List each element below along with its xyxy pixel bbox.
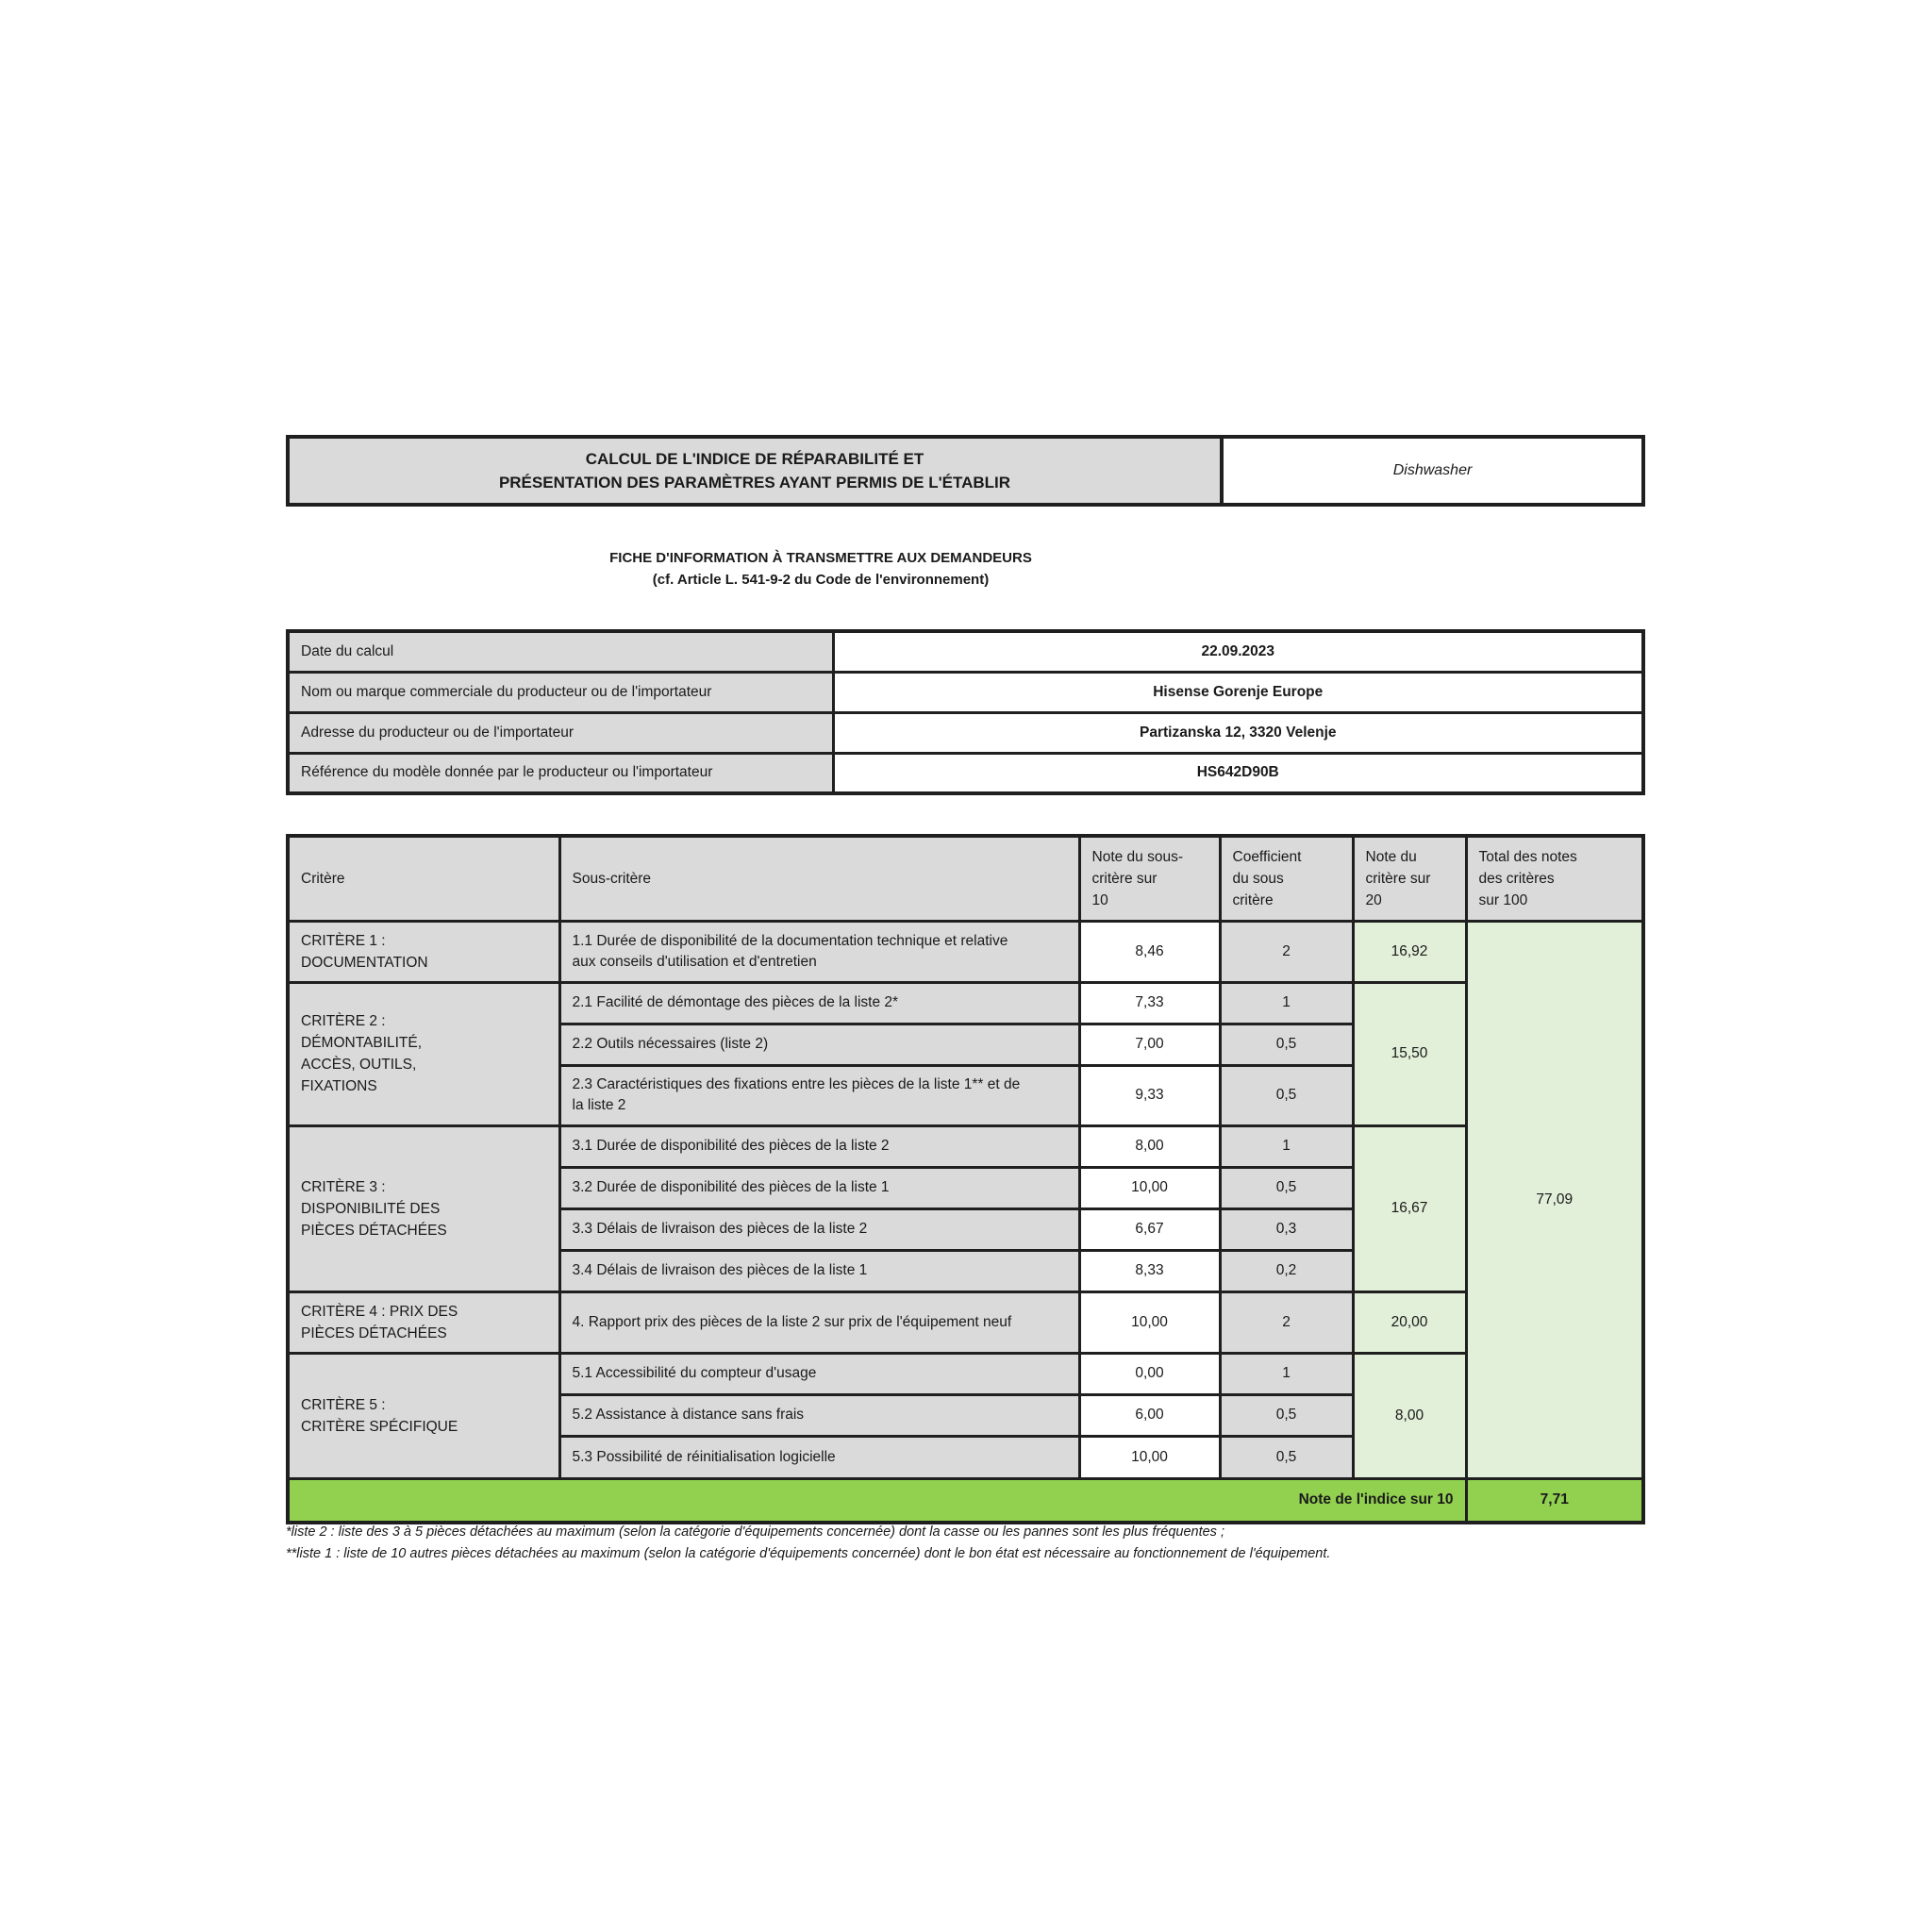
sub-criterion-coefficient: 0,5 (1220, 1065, 1353, 1125)
final-score-label: Note de l'indice sur 10 (288, 1478, 1466, 1523)
header-coefficient (1220, 836, 1353, 921)
header-text: sur 100 (1478, 891, 1528, 908)
criterion-1 (288, 921, 559, 982)
final-score-value: 7,71 (1466, 1478, 1643, 1523)
header-text: Note du sous- (1091, 848, 1183, 865)
sub-criterion-label: 5.1 Accessibilité du compteur d'usage (559, 1353, 1079, 1394)
sub-criterion-score: 6,00 (1079, 1394, 1220, 1436)
sub-criterion-score: 10,00 (1079, 1436, 1220, 1478)
header-sous-critere: Sous-critère (559, 836, 1079, 921)
sub-criterion-score: 0,00 (1079, 1353, 1220, 1394)
sub-criterion-label (559, 921, 1079, 982)
sub-criterion-coefficient: 0,5 (1220, 1394, 1353, 1436)
criterion-text: CRITÈRE 4 : PRIX DES (301, 1303, 458, 1320)
table-row (288, 1353, 1643, 1394)
sub-criterion-score: 8,33 (1079, 1250, 1220, 1291)
sub-criterion-coefficient: 0,3 (1220, 1208, 1353, 1250)
header-note-sous-critere (1079, 836, 1220, 921)
sub-criterion-label: 4. Rapport prix des pièces de la liste 2 sur prix de l'équipement neuf (559, 1291, 1079, 1353)
table-row (288, 921, 1643, 982)
criterion-text: CRITÈRE 1 : (301, 932, 386, 949)
document-subtitle (528, 547, 1113, 591)
criterion-text: PIÈCES DÉTACHÉES (301, 1324, 447, 1341)
criterion-text: PIÈCES DÉTACHÉES (301, 1222, 447, 1239)
criterion-text: CRITÈRE 3 : (301, 1178, 386, 1195)
final-score-row (288, 1478, 1643, 1523)
sub-criterion-coefficient: 1 (1220, 1353, 1353, 1394)
header-text: du sous (1232, 870, 1284, 887)
info-row (288, 753, 1643, 793)
sub-criterion-label (559, 1065, 1079, 1125)
criterion-5 (288, 1353, 559, 1478)
table-row (288, 982, 1643, 1024)
criterion-text: CRITÈRE 5 : (301, 1396, 386, 1413)
info-label: Référence du modèle donnée par le producteur ou l'importateur (288, 753, 833, 793)
header-text: Coefficient (1232, 848, 1302, 865)
header-text: 20 (1365, 891, 1382, 908)
sub-criterion-score: 8,46 (1079, 921, 1220, 982)
criterion-text: DÉMONTABILITÉ, (301, 1035, 423, 1051)
sub-criterion-score: 10,00 (1079, 1167, 1220, 1208)
criterion-text: CRITÈRE SPÉCIFIQUE (301, 1418, 458, 1435)
criterion-text: CRITÈRE 2 : (301, 1013, 386, 1029)
sub-criterion-label: 3.1 Durée de disponibilité des pièces de la liste 2 (559, 1125, 1079, 1167)
sub-criterion-label: 3.3 Délais de livraison des pièces de la liste 2 (559, 1208, 1079, 1250)
sub-criterion-text: 1.1 Durée de disponibilité de la documentation technique et relative (572, 932, 1008, 949)
sub-criterion-text: la liste 2 (572, 1097, 626, 1113)
info-label: Date du calcul (288, 631, 833, 672)
sub-criterion-text: aux conseils d'utilisation et d'entretien (572, 953, 817, 970)
info-row (288, 672, 1643, 712)
total-score: 77,09 (1466, 921, 1643, 1478)
info-value: Hisense Gorenje Europe (833, 672, 1643, 712)
subtitle-line1: FICHE D'INFORMATION À TRANSMETTRE AUX DEMANDEURS (609, 550, 1032, 566)
criterion-score: 20,00 (1353, 1291, 1466, 1353)
title-block (286, 435, 1645, 507)
info-value: Partizanska 12, 3320 Velenje (833, 712, 1643, 753)
header-total (1466, 836, 1643, 921)
sub-criterion-text: 2.3 Caractéristiques des fixations entre les pièces de la liste 1** et de (572, 1076, 1021, 1092)
sub-criterion-coefficient: 0,2 (1220, 1250, 1353, 1291)
sub-criterion-coefficient: 1 (1220, 1125, 1353, 1167)
document-title (288, 437, 1222, 505)
info-label: Nom ou marque commerciale du producteur ou de l'importateur (288, 672, 833, 712)
header-text: 10 (1091, 891, 1108, 908)
header-text: Total des notes (1478, 848, 1577, 865)
sub-criterion-label: 3.2 Durée de disponibilité des pièces de la liste 1 (559, 1167, 1079, 1208)
document-title-line1: CALCUL DE L'INDICE DE RÉPARABILITÉ ET (585, 450, 924, 468)
criterion-text: DOCUMENTATION (301, 954, 428, 971)
sub-criterion-coefficient: 0,5 (1220, 1024, 1353, 1065)
subtitle-line2: (cf. Article L. 541-9-2 du Code de l'environnement) (652, 572, 990, 588)
product-type: Dishwasher (1222, 437, 1643, 505)
sub-criterion-coefficient: 0,5 (1220, 1436, 1353, 1478)
header-note-critere (1353, 836, 1466, 921)
info-value: 22.09.2023 (833, 631, 1643, 672)
sub-criterion-score: 7,33 (1079, 982, 1220, 1024)
header-text: critère sur (1365, 870, 1431, 887)
sub-criterion-label: 2.1 Facilité de démontage des pièces de la liste 2* (559, 982, 1079, 1024)
footnote-2: **liste 1 : liste de 10 autres pièces détachées au maximum (selon la catégorie d'équipements concernée) dont le bon état est nécessaire au fonctionnement de l'équipement. (286, 1546, 1331, 1561)
criterion-text: ACCÈS, OUTILS, (301, 1057, 417, 1073)
info-value: HS642D90B (833, 753, 1643, 793)
sub-criterion-coefficient: 1 (1220, 982, 1353, 1024)
header-text: critère (1232, 891, 1274, 908)
criterion-score: 16,92 (1353, 921, 1466, 982)
info-table (286, 629, 1645, 795)
sub-criterion-coefficient: 0,5 (1220, 1167, 1353, 1208)
info-label: Adresse du producteur ou de l'importateur (288, 712, 833, 753)
sub-criterion-label: 5.3 Possibilité de réinitialisation logicielle (559, 1436, 1079, 1478)
criterion-text: FIXATIONS (301, 1078, 377, 1094)
sub-criterion-score: 8,00 (1079, 1125, 1220, 1167)
sub-criterion-score: 7,00 (1079, 1024, 1220, 1065)
criterion-score: 16,67 (1353, 1125, 1466, 1291)
sub-criterion-label: 5.2 Assistance à distance sans frais (559, 1394, 1079, 1436)
header-critere: Critère (288, 836, 559, 921)
sub-criterion-label: 2.2 Outils nécessaires (liste 2) (559, 1024, 1079, 1065)
table-row (288, 1291, 1643, 1353)
header-text: critère sur (1091, 870, 1158, 887)
info-row (288, 631, 1643, 672)
document-title-line2: PRÉSENTATION DES PARAMÈTRES AYANT PERMIS DE L'ÉTABLIR (498, 474, 1011, 491)
header-text: des critères (1478, 870, 1555, 887)
table-header-row (288, 836, 1643, 921)
criterion-3 (288, 1125, 559, 1291)
sub-criterion-score: 6,67 (1079, 1208, 1220, 1250)
table-row (288, 1125, 1643, 1167)
criterion-4 (288, 1291, 559, 1353)
header-text: Note du (1365, 848, 1417, 865)
footnotes (286, 1522, 1644, 1565)
criterion-2 (288, 982, 559, 1125)
scores-table (286, 834, 1645, 1524)
criterion-text: DISPONIBILITÉ DES (301, 1200, 441, 1217)
sub-criterion-coefficient: 2 (1220, 921, 1353, 982)
sub-criterion-score: 10,00 (1079, 1291, 1220, 1353)
sub-criterion-label: 3.4 Délais de livraison des pièces de la liste 1 (559, 1250, 1079, 1291)
criterion-score: 8,00 (1353, 1353, 1466, 1478)
criterion-score: 15,50 (1353, 982, 1466, 1125)
sub-criterion-score: 9,33 (1079, 1065, 1220, 1125)
info-row (288, 712, 1643, 753)
footnote-1: *liste 2 : liste des 3 à 5 pièces détachées au maximum (selon la catégorie d'équipements concernée) dont la casse ou les pannes sont les plus fréquentes ; (286, 1524, 1224, 1540)
sub-criterion-coefficient: 2 (1220, 1291, 1353, 1353)
